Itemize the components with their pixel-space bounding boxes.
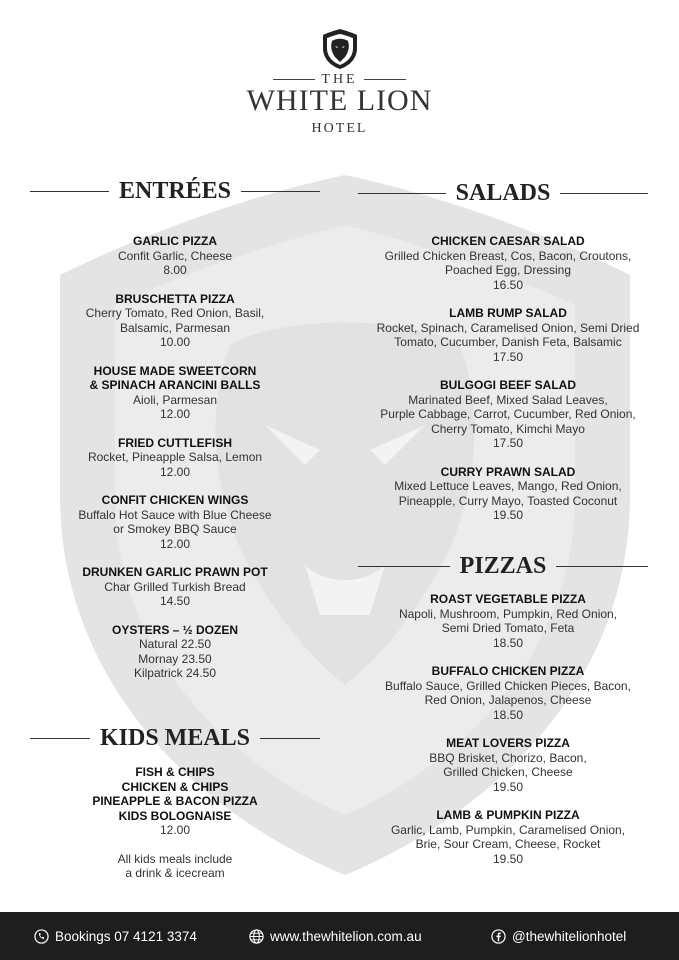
pizzas-title: PIZZAS [459,553,547,579]
item-detail: Natural 22.50 [138,637,212,651]
kids-list [20,765,330,881]
item-detail: Buffalo Hot Sauce with Blue Cheese [78,507,272,522]
item-name: & SPINACH ARANCINI BALLS [89,378,261,392]
item-name: CURRY PRAWN SALAD [440,464,576,479]
menu-item [352,306,664,364]
kids-note: a drink & icecream [125,866,225,880]
item-name: MEAT LOVERS PIZZA [446,736,570,750]
kids-title: KIDS MEALS [99,725,251,751]
item-name: BULGOGI BEEF SALAD [439,378,576,392]
bookings-text: Bookings 07 4121 3374 [55,928,197,944]
menu-item [20,292,330,350]
item-detail: Semi Dried Tomato, Feta [441,621,575,635]
pizzas-heading [358,553,648,580]
facebook-icon [491,929,506,944]
item-detail: Napoli, Mushroom, Pumpkin, Red Onion, [398,606,618,621]
item-detail: or Smokey BBQ Sauce [113,522,237,536]
item-name: GARLIC PIZZA [133,234,217,248]
item-detail: Mornay 23.50 [138,651,212,666]
salads-title: SALADS [455,180,551,206]
item-name: OYSTERS – ½ DOZEN [111,622,239,637]
item-detail: 18.50 [492,635,524,650]
item-detail: Mixed Lettuce Leaves, Mango, Red Onion, [394,479,622,493]
brand-the: THE [0,72,679,88]
item-detail: Char Grilled Turkish Bread [104,579,246,594]
item-name: ROAST VEGETABLE PIZZA [430,592,586,606]
menu-item [20,493,330,551]
item-detail: Cherry Tomato, Kimchi Mayo [431,421,585,436]
item-detail: Rocket, Spinach, Caramelised Onion, Semi Dried [376,320,640,335]
item-detail: Marinated Beef, Mixed Salad Leaves, [408,392,608,407]
kids-heading [30,725,320,752]
item-detail: Brie, Sour Cream, Cheese, Rocket [415,837,601,851]
kids-price: 12.00 [159,823,191,837]
menu-item [352,378,664,451]
menu-item [20,565,330,609]
footer-bar [0,912,679,960]
menu-item [352,465,664,523]
item-name: HOUSE MADE SWEETCORN [93,363,257,378]
menu-item [352,808,664,866]
pizzas-list [352,592,664,880]
brand-name: WHITE LION [246,84,433,117]
social-link[interactable] [491,912,626,960]
bookings-link[interactable] [34,912,197,960]
item-detail: 12.00 [159,536,191,551]
phone-icon [34,929,49,944]
item-detail: 8.00 [163,263,187,277]
item-detail: 14.50 [159,594,191,608]
item-detail: 17.50 [492,349,524,364]
item-name: FRIED CUTTLEFISH [118,435,232,450]
entrees-title: ENTRÉES [118,178,232,204]
kids-note: All kids meals include [117,851,233,866]
item-name: BUFFALO CHICKEN PIZZA [431,664,585,678]
menu-item [20,234,330,278]
item-name: CHICKEN CAESAR SALAD [431,234,585,248]
item-detail: Tomato, Cucumber, Danish Feta, Balsamic [394,335,622,349]
item-detail: Poached Egg, Dressing [444,263,572,277]
lion-crest-icon [321,28,359,70]
item-detail: 16.50 [492,277,524,292]
menu-item [352,736,664,794]
item-detail: 17.50 [492,436,524,450]
item-detail: Garlic, Lamb, Pumpkin, Caramelised Onion, [390,822,626,837]
kids-item: PINEAPPLE & BACON PIZZA [92,794,258,808]
kids-item: KIDS BOLOGNAISE [118,808,232,823]
item-detail: Confit Garlic, Cheese [117,248,233,263]
website-link[interactable] [249,912,422,960]
website-text: www.thewhitelion.com.au [270,928,422,944]
item-detail: Rocket, Pineapple Salsa, Lemon [87,450,263,464]
kids-item: CHICKEN & CHIPS [121,779,229,794]
kids-item: FISH & CHIPS [135,765,215,779]
item-name: LAMB & PUMPKIN PIZZA [436,808,580,822]
brand-hotel: HOTEL [311,121,368,136]
item-detail: Buffalo Sauce, Grilled Chicken Pieces, Bacon, [385,678,631,693]
item-detail: BBQ Brisket, Chorizo, Bacon, [429,750,587,765]
menu-item [20,623,330,681]
item-detail: 12.00 [159,464,191,479]
item-detail: Kilpatrick 24.50 [133,666,217,680]
menu-item [352,664,664,722]
item-name: DRUNKEN GARLIC PRAWN POT [82,565,268,579]
item-detail: Aioli, Parmesan [132,392,218,407]
item-detail: Purple Cabbage, Carrot, Cucumber, Red Onion, [380,407,636,421]
menu-item [20,364,330,422]
item-name: BRUSCHETTA PIZZA [115,291,235,306]
item-detail: 19.50 [492,508,524,522]
menu-item [352,234,664,292]
menu-item [352,592,664,650]
item-detail: Grilled Chicken, Cheese [443,765,573,779]
salads-list [352,234,664,537]
item-detail: 12.00 [159,407,191,421]
item-detail: Balsamic, Parmesan [119,320,231,335]
item-detail: 10.00 [159,335,191,349]
menu-item [20,436,330,480]
item-detail: Red Onion, Jalapenos, Cheese [424,693,592,707]
item-detail: 18.50 [492,707,524,722]
item-detail: Cherry Tomato, Red Onion, Basil, [85,306,265,320]
entrees-heading [30,178,320,205]
salads-heading [358,180,648,207]
social-text: @thewhitelionhotel [512,928,627,944]
item-detail: 19.50 [492,851,524,866]
item-detail: Grilled Chicken Breast, Cos, Bacon, Croutons, [384,248,632,263]
item-name: LAMB RUMP SALAD [449,306,567,320]
item-name: CONFIT CHICKEN WINGS [101,493,249,507]
item-detail: 19.50 [492,779,524,794]
entrees-list [20,234,330,695]
item-detail: Pineapple, Curry Mayo, Toasted Coconut [398,493,618,508]
globe-icon [249,929,264,944]
